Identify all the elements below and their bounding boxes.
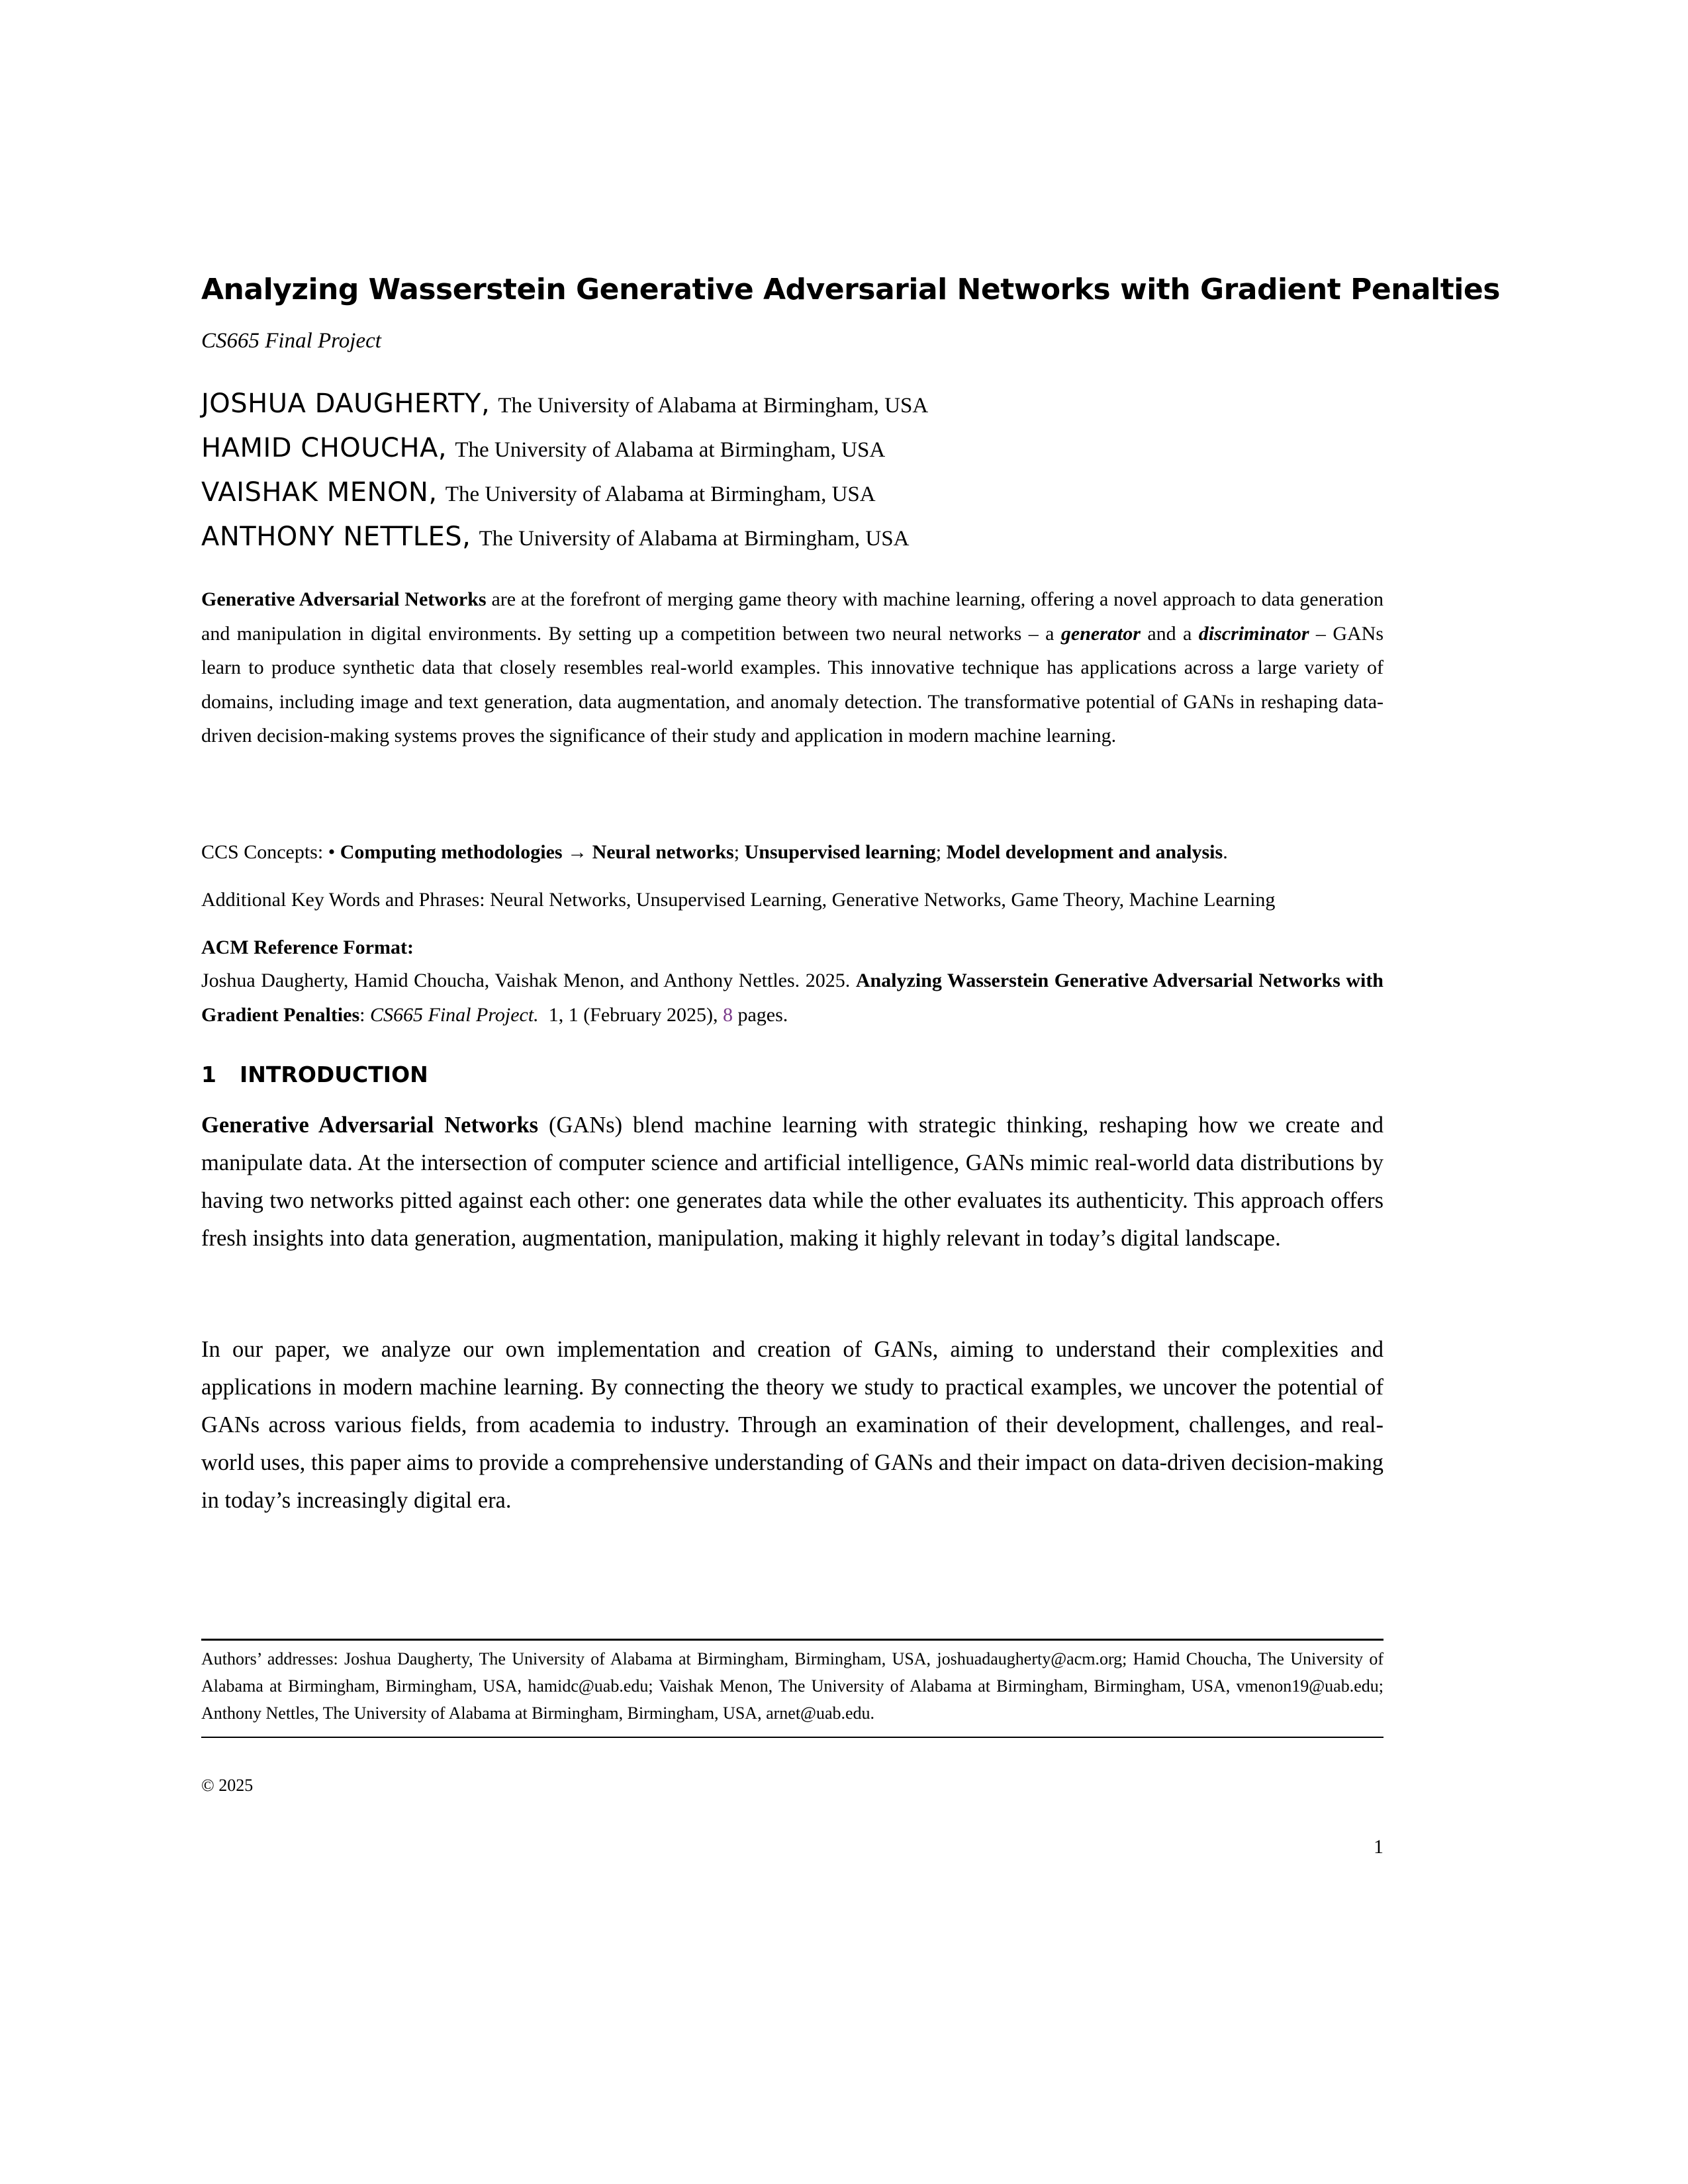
- ccs-bullet: •: [328, 841, 340, 863]
- intro-paragraph-1: [201, 1107, 1383, 1257]
- intro-term: Generative Adversarial Networks: [201, 1113, 539, 1138]
- author-affiliation: The University of Alabama at Birmingham, USA: [498, 394, 929, 418]
- author-name: ANTHONY NETTLES: [201, 522, 463, 552]
- ccs-end: .: [1223, 841, 1228, 863]
- copyright-notice: © 2025: [201, 1776, 254, 1795]
- ccs-label: CCS Concepts:: [201, 841, 328, 863]
- reference-volume: 1, 1 (February 2025),: [538, 1003, 723, 1026]
- reference-heading: ACM Reference Format:: [201, 936, 414, 958]
- intro-text: (GANs) blend machine learning with strategic thinking, reshaping how we create and manipulate data. At the intersection of computer science and artificial intelligence, GANs mimic real-world data distributions by having two networks pitted against each other: one generates data while the other evaluates its authenticity. This approach offers fresh insights into data generation, augmentation, manipulation, making it highly relevant in today’s digital landscape.: [201, 1113, 1383, 1251]
- author-4: ANTHONY NETTLES, The University of Alabama at Birmingham, USA: [201, 522, 910, 552]
- reference-venue: CS665 Final Project.: [369, 1003, 539, 1026]
- ccs-concept: Computing methodologies: [340, 841, 563, 863]
- discriminator-term: discriminator: [1198, 622, 1309, 645]
- reference-body: [201, 964, 1383, 1032]
- reference-authors: Joshua Daugherty, Hamid Choucha, Vaishak Menon, and Anthony Nettles. 2025.: [201, 970, 856, 991]
- abstract-text: – GANs learn to produce synthetic data that closely resembles real-world examples. This innovative technique has applications across a large variety of domains, including image and text generation, data augmentation, and anomaly detection. The transformative potential of GANs in reshaping data-driven decision-making systems proves the significance of their study and application in modern machine learning.: [201, 622, 1384, 747]
- intro-paragraph-2: In our paper, we analyze our own implementation and creation of GANs, aiming to understand their complexities and applications in modern machine learning. By connecting the theory we study to practical examples, we uncover the potential of GANs across various fields, from academia to industry. Through an examination of their development, challenges, and real-world uses, this paper aims to provide a comprehensive understanding of GANs and their impact on data-driven decision-making in today’s increasingly digital era.: [201, 1337, 1383, 1513]
- ccs-concept: Model development and analysis: [946, 841, 1223, 863]
- generator-term: generator: [1060, 622, 1141, 645]
- section-number: 1: [201, 1062, 216, 1087]
- ccs-separator: ;: [733, 841, 745, 863]
- ccs-concept: Neural networks: [592, 841, 734, 863]
- author-3: VAISHAK MENON, The University of Alabama at Birmingham, USA: [201, 477, 876, 508]
- author-name: VAISHAK MENON: [201, 477, 429, 508]
- pages-link[interactable]: 8: [722, 1003, 733, 1026]
- abstract: [201, 582, 1383, 753]
- author-affiliation: The University of Alabama at Birmingham, USA: [455, 438, 886, 462]
- paper-title: Analyzing Wasserstein Generative Adversarial Networks with Gradient Penalties: [201, 273, 1500, 306]
- author-addresses-footnote: Authors’ addresses: Joshua Daugherty, The University of Alabama at Birmingham, Birmingham, USA, joshuadaugherty@acm.org; Hamid Choucha, The University of Alabama at Birmingham, Birmingham, USA, hamidc@uab.edu; Vaishak Menon, The University of Alabama at Birmingham, Birmingham, USA, vmenon19@uab.edu; Anthony Nettles, The University of Alabama at Birmingham, Birmingham, USA, arnet@uab.edu.: [201, 1649, 1383, 1723]
- footnote-rule-bottom: [201, 1737, 1383, 1738]
- abstract-text: and a: [1140, 622, 1199, 645]
- ccs-arrow: →: [562, 841, 592, 863]
- author-1: JOSHUA DAUGHERTY, The University of Alabama at Birmingham, USA: [201, 388, 929, 419]
- section-heading: [201, 1062, 1383, 1088]
- author-affiliation: The University of Alabama at Birmingham, USA: [479, 527, 910, 551]
- abstract-text: are at the forefront of merging game theory with machine learning, offering a novel approach to data generation and manipulation in digital environments. By setting up a competition between two neural networks – a: [201, 588, 1383, 645]
- reference-colon: :: [359, 1003, 370, 1026]
- reference-title: Analyzing Wasserstein Generative Adversarial Networks with Gradient Penalties: [201, 970, 1383, 1026]
- author-name: HAMID CHOUCHA: [201, 433, 438, 463]
- section-title: INTRODUCTION: [240, 1062, 428, 1087]
- author-affiliation: The University of Alabama at Birmingham, USA: [445, 482, 876, 506]
- author-name: JOSHUA DAUGHERTY: [201, 388, 481, 419]
- abstract-term: Generative Adversarial Networks: [201, 588, 487, 610]
- ccs-separator: ;: [935, 841, 947, 863]
- footnote-rule-top: [201, 1639, 1383, 1641]
- page-number: 1: [1374, 1836, 1383, 1858]
- author-2: HAMID CHOUCHA, The University of Alabama at Birmingham, USA: [201, 433, 886, 463]
- reference-pages-suffix: pages.: [732, 1003, 788, 1026]
- ccs-concept: Unsupervised learning: [744, 841, 936, 863]
- ccs-concepts: [201, 835, 1383, 869]
- paper-subtitle: CS665 Final Project: [201, 329, 381, 353]
- keywords: Additional Key Words and Phrases: Neural Networks, Unsupervised Learning, Generative Networks, Game Theory, Machine Learning: [201, 889, 1276, 911]
